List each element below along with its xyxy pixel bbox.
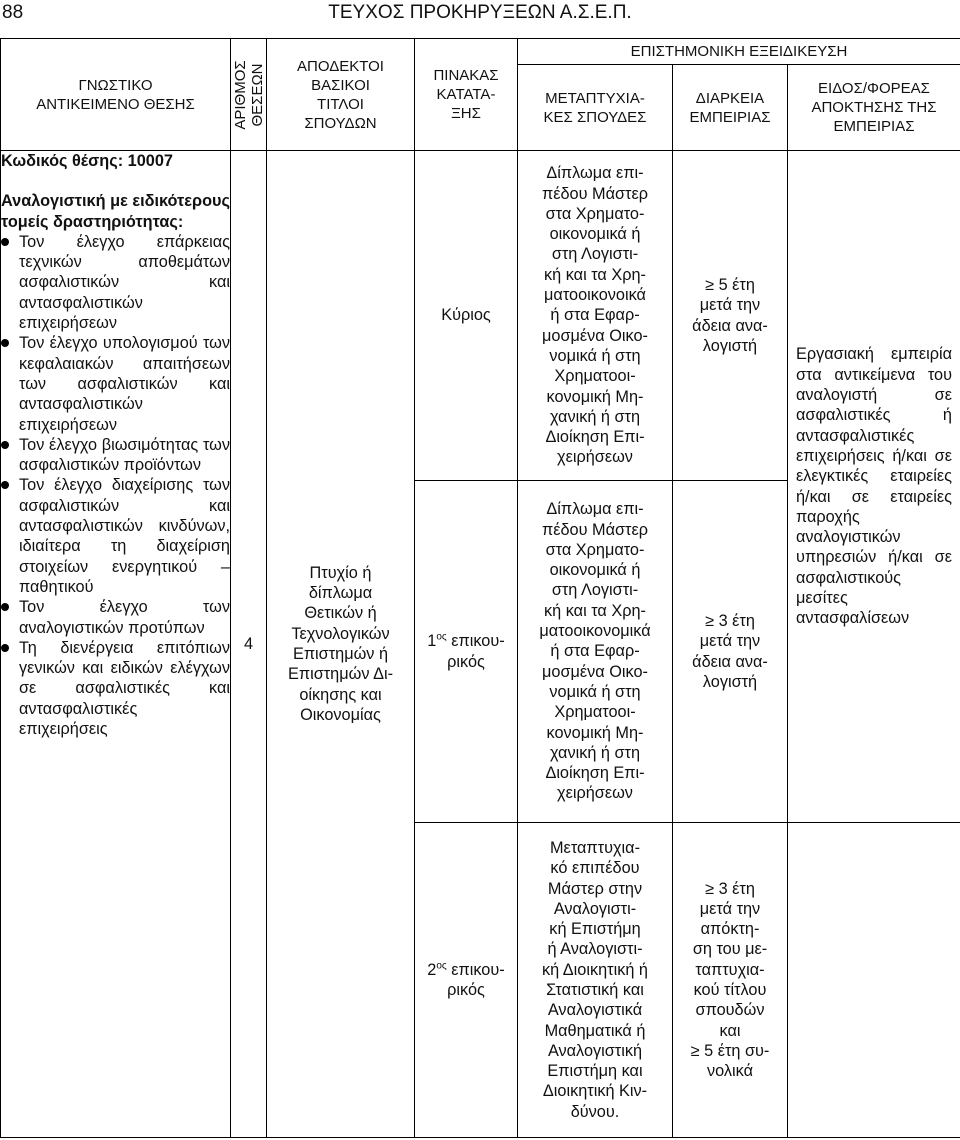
greater-equal-icon: ≥: [705, 611, 719, 630]
greater-equal-icon: ≥: [705, 275, 719, 294]
ranking-aux2-cell: [415, 823, 518, 1138]
ranking-aux2: $2^{o\varsigma}$ επικου- ρικός: [427, 960, 505, 999]
postgrad-aux2-cell: [518, 823, 673, 1138]
bullet-icon: [1, 238, 9, 246]
page-header: [0, 0, 960, 30]
duration-aux2-cell: [673, 823, 788, 1138]
bullet-icon: [1, 441, 9, 449]
header-postgrad: ΜΕΤΑΠΤΥΧΙΑ- ΚΕΣ ΣΠΟΥΔΕΣ: [518, 65, 673, 151]
duration-aux2: ≥ 3 έτη μετά την απόκτη- ση του με- ταπτυχια- κού τίτλου σπουδών και ≥ 5 έτη συ- νολικά: [690, 879, 770, 1081]
postgrad-main-cell: [518, 151, 673, 481]
duration-main: ≥ 5 έτη μετά την άδεια ανα- λογιστή: [692, 275, 768, 355]
duty-item: Τον έλεγχο των αναλογιστικών προτύπων: [1, 597, 230, 638]
positions-count-cell: [231, 151, 267, 1138]
page-number: 88: [2, 2, 24, 23]
experience-type-empty-cell: [788, 823, 960, 1138]
postgrad-aux1: Δίπλωμα επι- πέδου Μάστερ στα Χρηματο- οικονομικά ή στη Λογιστι- κή και τα Χρη- ματοοικονομικά ή στα Εφαρ- μοσμένα Οικο- νομικά ή στη Χρηματοοι- κονομική Μη- χανική ή στη Διοίκηση Επι- χειρήσεων: [539, 500, 651, 803]
header-expertise-group: ΕΠΙΣΤΗΜΟΝΙΚΗ ΕΞΕΙΔΙΚΕΥΣΗ: [518, 39, 960, 65]
header-experience-type: ΕΙΔΟΣ/ΦΟΡΕΑΣ ΑΠΟΚΤΗΣΗΣ ΤΗΣ ΕΜΠΕΙΡΙΑΣ: [788, 65, 960, 151]
greater-equal-icon: ≥: [705, 879, 719, 898]
ranking-main: Κύριος: [441, 306, 491, 325]
bullet-icon: [1, 603, 9, 611]
duration-aux1: ≥ 3 έτη μετά την άδεια ανα- λογιστή: [692, 611, 768, 691]
gazette-title: ΤΕΥΧΟΣ ΠΡΟΚΗΡΥΞΕΩΝ Α.Σ.Ε.Π.: [328, 2, 632, 23]
position-code: Κωδικός θέσης: 10007: [1, 152, 173, 170]
greater-equal-icon: ≥: [690, 1041, 705, 1060]
duty-item: Τον έλεγχο βιωσιμότητας των ασφαλιστικών προϊόντων: [1, 435, 230, 476]
duty-item: Τη διενέργεια επιτόπιων γενικών και ειδικών ελέγχων σε ασφαλιστικές και αντασφαλιστικές επιχειρήσεις: [1, 638, 230, 739]
positions-count: 4: [243, 634, 254, 653]
experience-type: Εργασιακή εμπειρία στα αντικείμενα του αναλογιστή σε ασφαλιστικές ή αντασφαλιστικές επιχειρήσεις ή/και σε ελεγκτικές εταιρείες ή/και σε εταιρείες παροχής αναλογιστικών υπηρεσιών ή/και σε ασφαλιστικούς μεσίτες αντασφαλίσεων: [796, 345, 952, 628]
position-title: Αναλογιστική με ειδικότερους τομείς δραστηριότητας:: [1, 192, 230, 231]
postgrad-main: Δίπλωμα επι- πέδου Μάστερ στα Χρηματο- οικονομικά ή στη Λογιστι- κή και τα Χρη- ματοοικονοικά ή στα Εφαρ- μοσμένα Οικο- νομικά ή στη Χρηματοοι- κονομική Μη- χανική ή στη Διοίκηση Επι- χειρήσεων: [541, 164, 648, 467]
bullet-icon: [1, 339, 9, 347]
header-ranking: ΠΙΝΑΚΑΣ ΚΑΤΑΤΑ- ΞΗΣ: [415, 39, 518, 151]
header-duration: ΔΙΑΡΚΕΙΑ ΕΜΠΕΙΡΙΑΣ: [673, 65, 788, 151]
positions-table: [0, 38, 960, 1138]
duration-aux1-cell: [673, 481, 788, 823]
header-positions: ΑΡΙΘΜΟΣ ΘΕΣΕΩΝ: [231, 39, 267, 151]
ranking-aux1: $1^{o\varsigma}$ επικου- ρικός: [427, 631, 505, 671]
position-description: [1, 151, 231, 1138]
degrees-cell: [267, 151, 415, 1138]
ranking-main-cell: [415, 151, 518, 481]
postgrad-aux1-cell: [518, 481, 673, 823]
duty-item: Τον έλεγχο υπολογισμού των κεφαλαιακών απαιτήσεων των ασφαλιστικών και αντασφαλιστικών επιχειρήσεων: [1, 333, 230, 434]
ranking-aux1-cell: [415, 481, 518, 823]
degrees-text: Πτυχίο ή δίπλωμα Θετικών ή Τεχνολογικών Επιστημών ή Επιστημών Δι- οίκησης και Οικονομίας: [287, 563, 394, 724]
duty-item: Τον έλεγχο διαχείρισης των ασφαλιστικών και αντασφαλιστικών κινδύνων, ιδιαίτερα τη διαχείριση στοιχείων ενεργητικού – παθητικού: [1, 475, 230, 597]
bullet-icon: [1, 481, 9, 489]
header-subject: ΓΝΩΣΤΙΚΟ ΑΝΤΙΚΕΙΜΕΝΟ ΘΕΣΗΣ: [1, 39, 231, 151]
postgrad-aux2: Μεταπτυχια- κό επιπέδου Μάστερ στην Αναλογιστι- κή Επιστήμη ή Αναλογιστι- κή Διοικητική ή Στατιστική και Αναλογιστικά Μαθηματικά ή Αναλογιστική Επιστήμη και Διοικητική Κιν- δύνου.: [541, 838, 648, 1121]
duration-main-cell: [673, 151, 788, 481]
experience-type-cell: [788, 151, 960, 823]
duty-item: Τον έλεγχο επάρκειας τεχνικών αποθεμάτων ασφαλιστικών και αντασφαλιστικών επιχειρήσεων: [1, 232, 230, 333]
header-degrees: ΑΠΟΔΕΚΤΟΙ ΒΑΣΙΚΟΙ ΤΙΤΛΟΙ ΣΠΟΥΔΩΝ: [267, 39, 415, 151]
bullet-icon: [1, 644, 9, 652]
